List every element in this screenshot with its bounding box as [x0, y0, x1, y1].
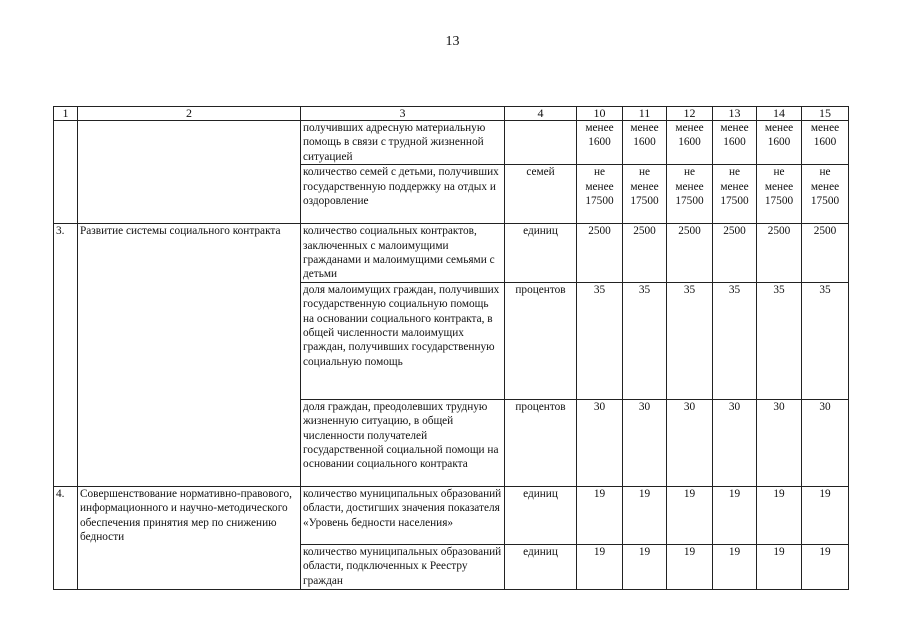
table-row [54, 121, 849, 165]
unit-cell: процентов [505, 399, 577, 486]
indicator-text: количество семей с детьми, получивших государственную поддержку на отдых и оздоровление [301, 165, 505, 224]
value-cell: 2500 [757, 224, 802, 283]
unit-cell: процентов [505, 282, 577, 399]
column-header: 3 [301, 107, 505, 121]
column-header: 4 [505, 107, 577, 121]
column-header: 12 [667, 107, 713, 121]
value-cell: менее 1600 [713, 121, 757, 165]
row-number [54, 165, 78, 224]
value-cell: 35 [802, 282, 849, 399]
table-row [54, 399, 849, 486]
value-cell: 2500 [623, 224, 667, 283]
value-cell: 30 [713, 399, 757, 486]
value-cell: менее 1600 [757, 121, 802, 165]
value-cell: менее 1600 [802, 121, 849, 165]
measure-name [78, 399, 301, 486]
column-header: 10 [577, 107, 623, 121]
indicator-text: количество муниципальных образований области, достигших значения показателя «Уровень бедности населения» [301, 486, 505, 544]
row-number: 4. [54, 486, 78, 544]
value-cell: 35 [667, 282, 713, 399]
value-cell: менее 1600 [577, 121, 623, 165]
value-cell: 2500 [667, 224, 713, 283]
row-number [54, 121, 78, 165]
value-cell: не менее 17500 [757, 165, 802, 224]
table-row [54, 224, 849, 283]
value-cell: 19 [623, 544, 667, 589]
measure-name [78, 121, 301, 165]
table-row [54, 486, 849, 544]
value-cell: 2500 [802, 224, 849, 283]
value-cell: 30 [577, 399, 623, 486]
column-header: 14 [757, 107, 802, 121]
indicator-text: количество муниципальных образований области, подключенных к Реестру граждан [301, 544, 505, 589]
measure-name [78, 282, 301, 399]
unit-cell [505, 121, 577, 165]
value-cell: не менее 17500 [713, 165, 757, 224]
value-cell: 35 [623, 282, 667, 399]
measure-name: Развитие системы социального контракта [78, 224, 301, 283]
indicator-text: доля граждан, преодолевших трудную жизненную ситуацию, в общей численности получателей государственной социальной помощи на основании социального контракта [301, 399, 505, 486]
value-cell: не менее 17500 [802, 165, 849, 224]
value-cell: 35 [757, 282, 802, 399]
value-cell: 30 [667, 399, 713, 486]
value-cell: не менее 17500 [577, 165, 623, 224]
value-cell: 35 [713, 282, 757, 399]
row-number [54, 544, 78, 589]
value-cell: 19 [757, 486, 802, 544]
row-number [54, 282, 78, 399]
value-cell: 19 [667, 544, 713, 589]
indicator-text: получивших адресную материальную помощь в связи с трудной жизненной ситуацией [301, 121, 505, 165]
measure-name [78, 544, 301, 589]
measure-name: Совершенствование нормативно-правового, информационного и научно-методического обеспечения принятия мер по снижению бедности [78, 486, 301, 544]
value-cell: 19 [577, 544, 623, 589]
column-header: 1 [54, 107, 78, 121]
value-cell: не менее 17500 [667, 165, 713, 224]
value-cell: 2500 [713, 224, 757, 283]
value-cell: 19 [577, 486, 623, 544]
column-header: 13 [713, 107, 757, 121]
unit-cell: единиц [505, 544, 577, 589]
value-cell: 19 [757, 544, 802, 589]
table-row [54, 165, 849, 224]
value-cell: 30 [757, 399, 802, 486]
indicator-text: количество социальных контрактов, заключенных с малоимущими гражданами и малоимущими семьями с детьми [301, 224, 505, 283]
value-cell: 19 [667, 486, 713, 544]
value-cell: 19 [802, 486, 849, 544]
page-number: 13 [445, 34, 460, 49]
value-cell: 35 [577, 282, 623, 399]
unit-cell: единиц [505, 224, 577, 283]
column-header: 2 [78, 107, 301, 121]
column-header: 15 [802, 107, 849, 121]
unit-cell: семей [505, 165, 577, 224]
value-cell: 30 [623, 399, 667, 486]
value-cell: 19 [713, 544, 757, 589]
value-cell: 30 [802, 399, 849, 486]
measure-name [78, 165, 301, 224]
value-cell: не менее 17500 [623, 165, 667, 224]
value-cell: менее 1600 [623, 121, 667, 165]
value-cell: 19 [623, 486, 667, 544]
indicator-text: доля малоимущих граждан, получивших государственную социальную помощь на основании социального контракта, в общей численности малоимущих граждан, получивших государственную социальную помощь [301, 282, 505, 399]
table-row [54, 282, 849, 399]
value-cell: 19 [713, 486, 757, 544]
value-cell: 19 [802, 544, 849, 589]
value-cell: менее 1600 [667, 121, 713, 165]
indicators-table [53, 106, 849, 590]
table-row [54, 544, 849, 589]
value-cell: 2500 [577, 224, 623, 283]
column-header: 11 [623, 107, 667, 121]
row-number: 3. [54, 224, 78, 283]
unit-cell: единиц [505, 486, 577, 544]
row-number [54, 399, 78, 486]
table-header-row [54, 107, 849, 121]
